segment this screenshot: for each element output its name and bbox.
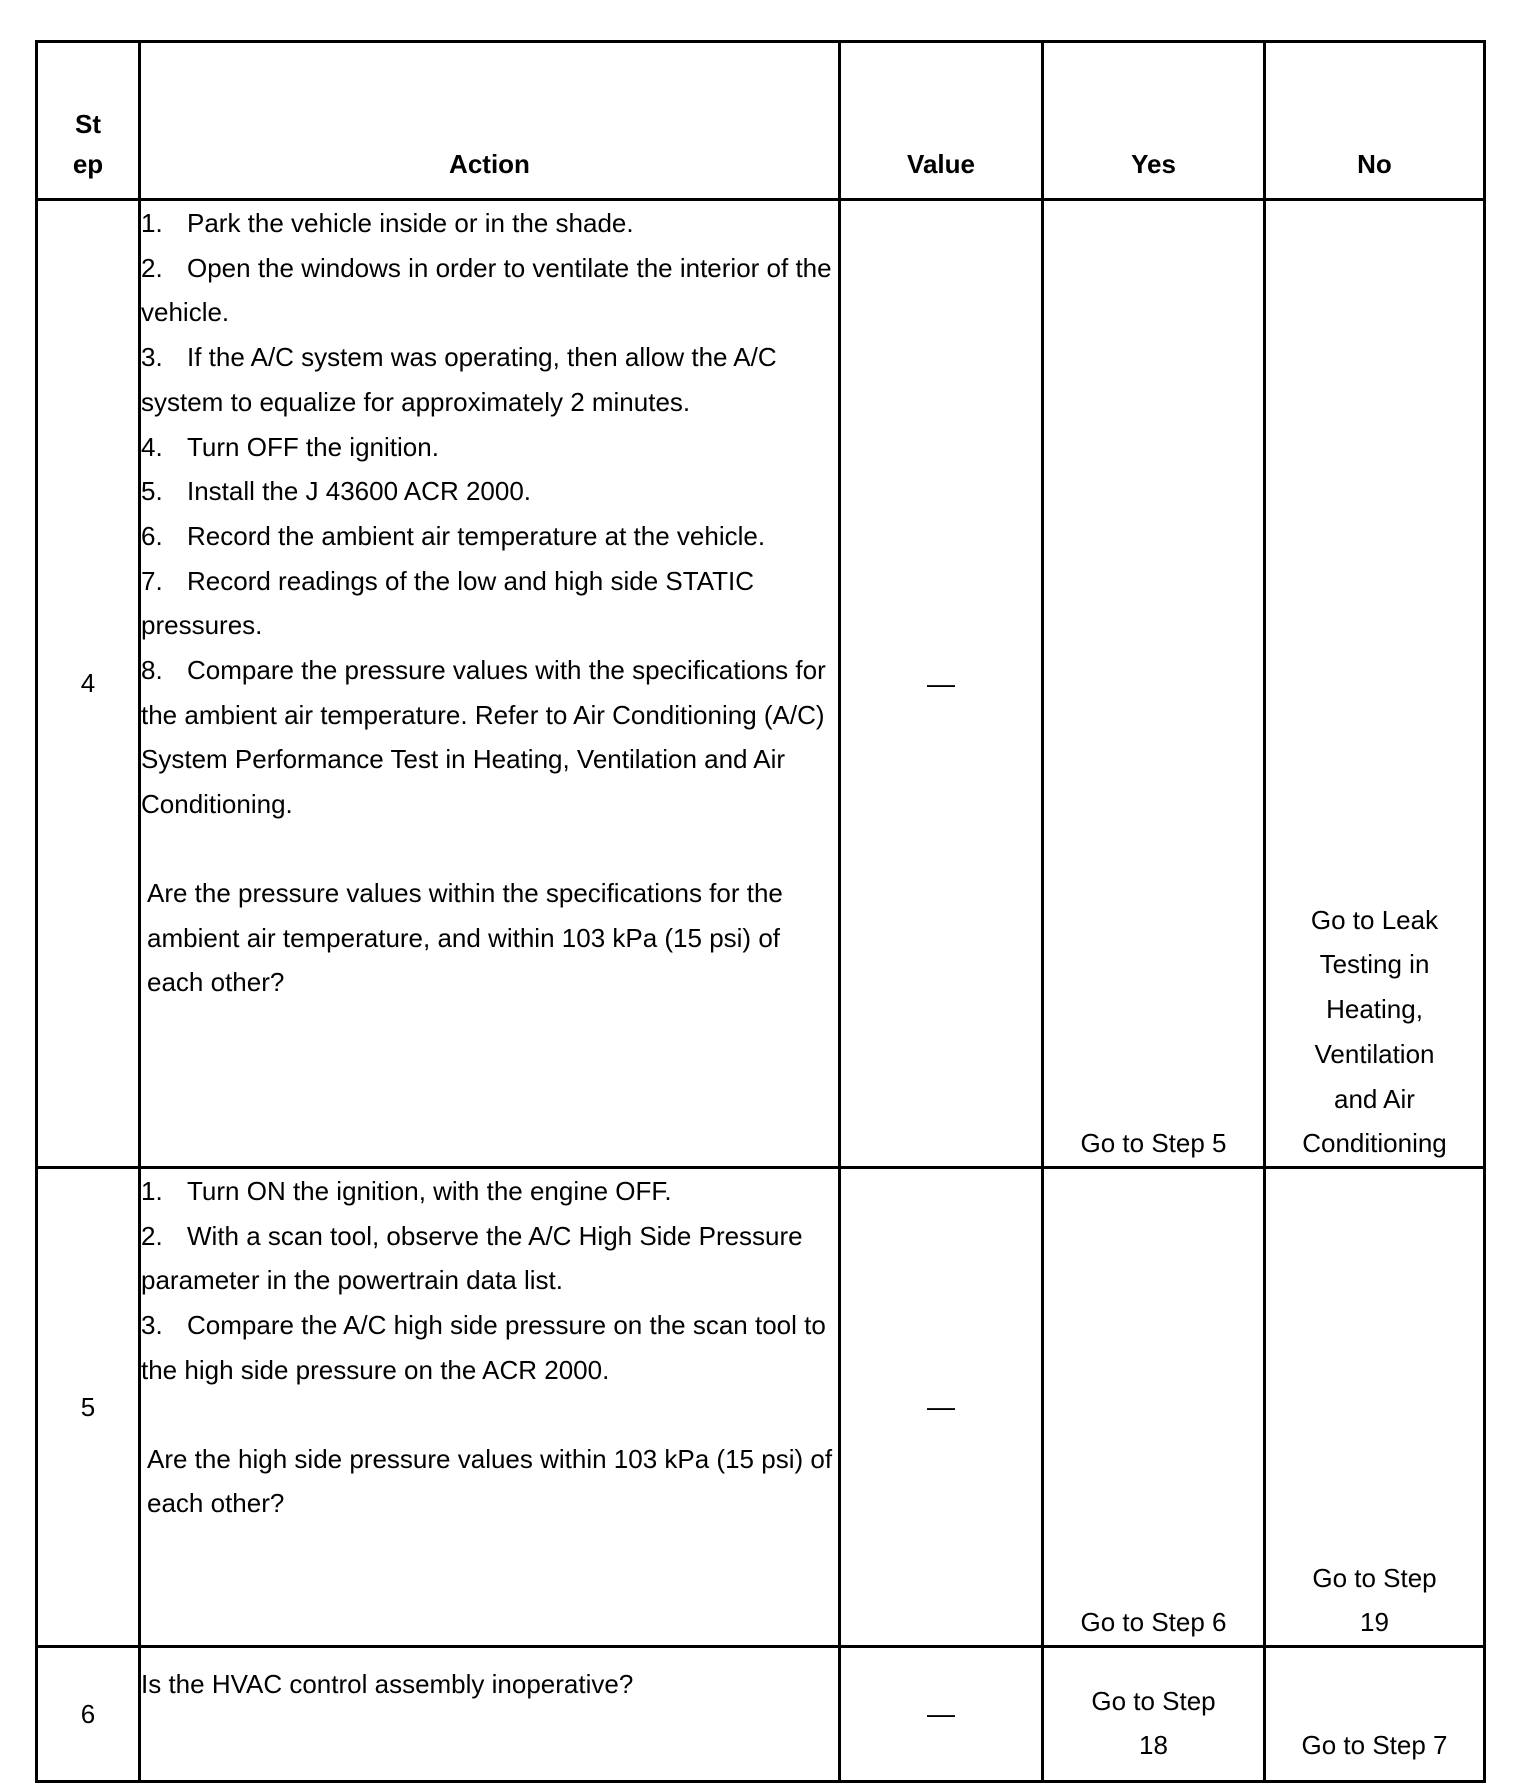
value-cell: — [840,1647,1043,1782]
yes-cell: Go to Step 5 [1043,200,1265,1168]
table-row-step-6 [37,1647,1485,1782]
header-step: St ep [37,42,140,200]
action-cell [140,200,840,1168]
table-row-step-5 [37,1168,1485,1647]
question-text: Are the high side pressure values within 103 kPa (15 psi) of each other? [147,1443,833,1519]
action-cell [140,1647,840,1782]
action-item: 3. Compare the A/C high side pressure on the scan tool to the high side pressure on the ACR 2000. [141,1310,826,1385]
action-item: 8. Compare the pressure values with the specifications for the ambient air temperature. Refer to Air Conditioning (A/C) System Performance Test in Heating, Ventilation and Air Conditioning. [141,655,826,820]
value-cell: — [840,200,1043,1168]
action-item: 3. If the A/C system was operating, then allow the A/C system to equalize for approximately 2 minutes. [141,342,777,417]
action-item: 5. Install the J 43600 ACR 2000. [141,476,532,507]
action-item: 7. Record readings of the low and high side STATIC pressures. [141,565,754,641]
header-no: No [1265,42,1485,200]
header-action: Action [140,42,840,200]
no-cell: Go to Step 7 [1265,1647,1485,1782]
header-value: Value [840,42,1043,200]
header-row [37,42,1485,200]
step-number: 5 [37,1168,140,1647]
header-yes: Yes [1043,42,1265,200]
no-cell: Go to Leak Testing in Heating, Ventilation and Air Conditioning [1265,200,1485,1168]
no-cell: Go to Step 19 [1265,1168,1485,1647]
question-text: Are the pressure values within the specifications for the ambient air temperature, and within 103 kPa (15 psi) of each other? [147,877,783,998]
action-item: 2. With a scan tool, observe the A/C High Side Pressure parameter in the powertrain data list. [141,1220,803,1296]
diagnostic-table [35,40,1486,1783]
step-number: 6 [37,1647,140,1782]
yes-cell: Go to Step 18 [1043,1647,1265,1782]
table-row-step-4 [37,200,1485,1168]
action-item: 1. Park the vehicle inside or in the shade. [141,208,634,238]
step-number: 4 [37,200,140,1168]
yes-cell: Go to Step 6 [1043,1168,1265,1647]
action-item: 4. Turn OFF the ignition. [141,431,439,462]
action-item: 6. Record the ambient air temperature at the vehicle. [141,520,766,551]
action-cell [140,1168,840,1647]
action-item: 2. Open the windows in order to ventilate the interior of the vehicle. [141,252,832,328]
action-item: 1. Turn ON the ignition, with the engine OFF. [141,1176,672,1206]
question-text: Is the HVAC control assembly inoperative? [141,1669,634,1699]
value-cell: — [840,1168,1043,1647]
